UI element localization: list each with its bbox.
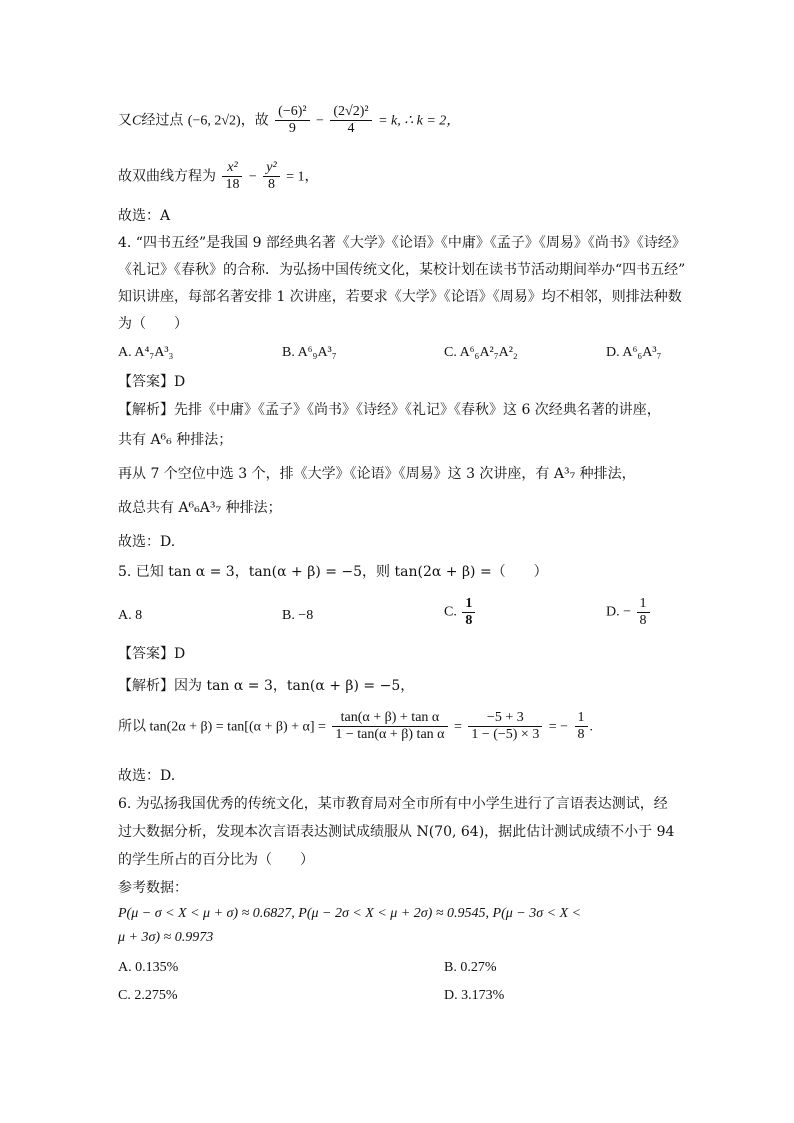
q6-option-c: C. 2.275% xyxy=(118,988,178,1003)
denominator: 1 − (−5) × 3 xyxy=(471,727,540,742)
q5-stem: 5. 已知 tan α = 3，tan(α + β) = −5，则 tan(2α + β) =（ ） xyxy=(118,564,548,580)
text: 故双曲线方程为 xyxy=(118,168,216,185)
text: . xyxy=(589,719,594,735)
numerator: 1 xyxy=(575,710,588,727)
solution-line-point xyxy=(118,104,460,137)
q6-reference-line1: P(μ − σ < X < μ + σ) ≈ 0.6827, P(μ − 2σ < X < μ + 2σ) ≈ 0.9545, P(μ − 3σ < X < xyxy=(118,906,582,921)
denominator: 8 xyxy=(639,613,647,628)
q4-answer: 【答案】D xyxy=(118,374,186,390)
option-label: D. − xyxy=(606,604,632,620)
fraction xyxy=(332,710,447,743)
q4-analysis-line1: 【解析】先排《中庸》《孟子》《尚书》《诗经》《礼记》《春秋》这 6 次经典名著的讲座， xyxy=(118,402,661,418)
option-label: C. xyxy=(444,604,457,620)
operator: = xyxy=(453,719,462,735)
fraction xyxy=(275,104,309,137)
q4-analysis-line2: 共有 A⁶₆ 种排法； xyxy=(118,432,233,448)
denominator: 8 xyxy=(577,727,585,742)
q6-option-d: D. 3.173% xyxy=(444,988,505,1003)
fraction xyxy=(462,596,475,629)
numerator: 1 xyxy=(462,596,475,613)
q4-stem-line3: 知识讲座，每部名著安排 1 次讲座，若要求《大学》《论语》《周易》均不相邻，则排法种数 xyxy=(118,289,682,305)
numerator: (−6)² xyxy=(275,104,309,121)
q4-stem-line4: 为（ ） xyxy=(118,316,188,332)
operator: = − xyxy=(548,719,569,735)
q5-option-b: B. −8 xyxy=(282,608,314,623)
denominator: 9 xyxy=(288,121,296,136)
text: 经过点 xyxy=(141,112,184,129)
equation-tail: = k, ∴ k = 2， xyxy=(378,113,461,129)
choose-line: 故选：A xyxy=(118,208,171,224)
numerator: x² xyxy=(222,160,242,177)
numerator: 1 xyxy=(637,596,650,613)
q6-stem-line3: 的学生所占的百分比为（ ） xyxy=(118,852,314,868)
q4-option-c: C. A⁶₆A²₇A²₂ xyxy=(444,345,518,360)
fraction xyxy=(575,710,588,743)
equation-tail: = 1， xyxy=(286,169,319,185)
text: ，故 xyxy=(240,112,269,129)
q5-option-c xyxy=(444,596,477,629)
q4-stem-line2: 《礼记》《春秋》的合称．为弘扬中国传统文化，某校计划在读书节活动期间举办“四书五经” xyxy=(118,262,686,278)
q6-option-a: A. 0.135% xyxy=(118,960,179,975)
q4-stem-line1: 4. “四书五经”是我国 9 部经典名著《大学》《论语》《中庸》《孟子》《周易》《尚书》《诗经》 xyxy=(118,235,686,251)
denominator: 8 xyxy=(465,613,473,628)
text: 又 xyxy=(118,112,132,129)
q6-stem-line2: 过大数据分析，发现本次言语表达测试成绩服从 N(70, 64)，据此估计测试成绩不小于 94 xyxy=(118,824,675,840)
q4-choose: 故选：D. xyxy=(118,534,176,550)
operator: − xyxy=(316,113,324,129)
q4-option-a: A. A⁴₇A³₃ xyxy=(118,345,174,360)
denominator: 18 xyxy=(225,177,240,192)
denominator: 4 xyxy=(347,121,355,136)
fraction xyxy=(468,710,542,743)
fraction xyxy=(637,596,650,629)
q5-analysis-line1: 【解析】因为 tan α = 3，tan(α + β) = −5， xyxy=(118,678,415,694)
q4-analysis-line4: 故总共有 A⁶₆A³₇ 种排法； xyxy=(118,500,282,516)
numerator: −5 + 3 xyxy=(468,710,542,727)
q6-reference-label: 参考数据： xyxy=(118,880,188,896)
numerator: (2√2)² xyxy=(330,104,371,121)
denominator: 1 − tan(α + β) tan α xyxy=(335,727,445,742)
denominator: 8 xyxy=(267,177,275,192)
numerator: y² xyxy=(263,160,279,177)
q5-analysis-line2 xyxy=(118,710,593,743)
text: 所以 tan(2α + β) = tan[(α + β) + α] = xyxy=(118,719,326,735)
solution-line-hyperbola: 故双曲线方程为 $\frac{\text{x²}}{18}$ − $\frac{\text{y²}}{8}$ = 1， xyxy=(118,160,319,192)
numerator: tan(α + β) + tan α xyxy=(332,710,447,727)
q4-option-b: B. A⁶₉A³₇ xyxy=(282,345,337,360)
q5-option-a: A. 8 xyxy=(118,608,143,623)
q4-option-d: D. A⁶₆A³₇ xyxy=(606,345,662,360)
point-coordinates: (−6, 2√2) xyxy=(187,113,241,129)
q5-option-d xyxy=(606,596,652,629)
q5-choose: 故选：D. xyxy=(118,768,176,784)
q5-answer: 【答案】D xyxy=(118,646,186,662)
curve-name: C xyxy=(132,113,142,129)
q4-analysis-line3: 再从 7 个空位中选 3 个，排《大学》《论语》《周易》这 3 次讲座，有 A³₇ 种排法， xyxy=(118,466,636,482)
q6-stem-line1: 6. 为弘扬我国优秀的传统文化，某市教育局对全市所有中小学生进行了言语表达测试，经 xyxy=(118,796,668,812)
fraction xyxy=(263,160,279,193)
q6-reference-line2: μ + 3σ) ≈ 0.9973 xyxy=(118,930,214,945)
fraction xyxy=(222,160,242,193)
fraction xyxy=(330,104,371,137)
q6-option-b: B. 0.27% xyxy=(444,960,497,975)
